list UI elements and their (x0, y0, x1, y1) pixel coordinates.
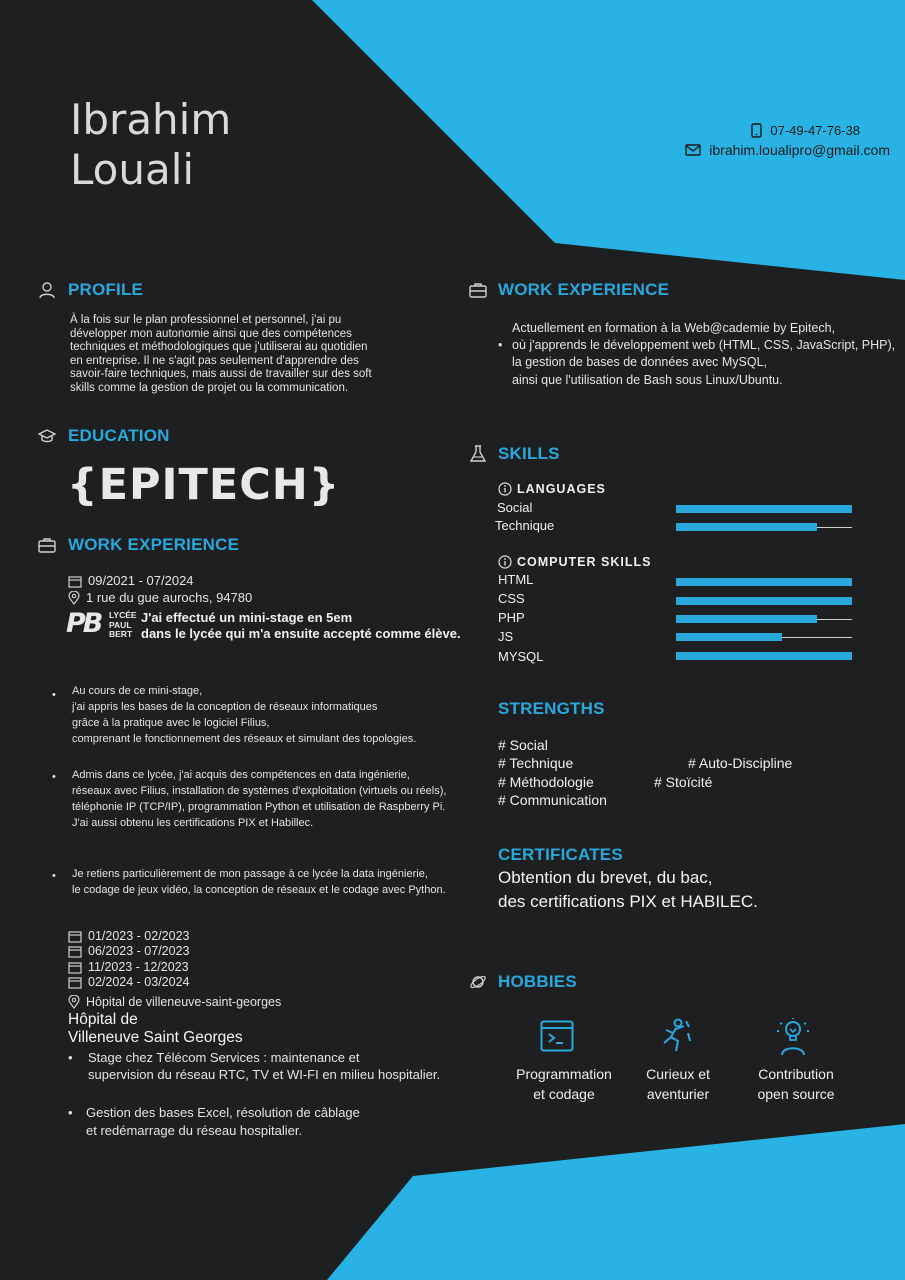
skill-name: Social (497, 500, 533, 515)
skill-bar-fill (676, 633, 782, 641)
location-pin-icon (68, 995, 80, 1009)
hobby-label-open-source: Contribution open source (757, 1066, 835, 1102)
skill-name: JS (498, 629, 514, 644)
hobby-label-curious: Curieux et aventurier (646, 1066, 710, 1102)
job1-dates-row (68, 573, 194, 589)
calendar-icon (68, 977, 82, 989)
profile-line: développer mon autonomie ainsi que des compétences (70, 327, 352, 340)
skill-bar-fill (676, 597, 852, 605)
profile-text (70, 314, 430, 396)
skill-name: PHP (498, 610, 525, 625)
job2-dates: 01/2023 - 02/2023 06/2023 - 07/2023 11/2023 - 12/2023 02/2024 - 03/2024 (68, 929, 189, 991)
first-name: Ibrahim (70, 95, 232, 144)
briefcase-icon (469, 281, 487, 299)
profile-header (38, 280, 143, 300)
education-header (38, 426, 170, 446)
hobbies-header (469, 972, 577, 992)
candidate-name (70, 95, 231, 195)
strength-item: # Communication (498, 792, 607, 808)
flask-icon (469, 445, 487, 463)
languages-title: LANGUAGES (517, 482, 606, 496)
strengths-title: STRENGTHS (498, 699, 605, 718)
profile-title: PROFILE (68, 280, 144, 299)
terminal-icon (540, 1020, 574, 1052)
lightbulb-person-icon (774, 1017, 812, 1057)
skill-bar-fill (676, 505, 852, 513)
profile-line: À la fois sur le plan professionnel et personnel, j'ai pu (70, 314, 342, 326)
job2-address-row (68, 994, 281, 1010)
epitech-logo: {EPITECH} (67, 460, 341, 510)
strength-item: # Technique (498, 755, 574, 771)
profile-line: savoir-faire techniques, mais aussi de travailler sur des soft (70, 368, 372, 381)
skills-title: SKILLS (498, 444, 560, 463)
briefcase-icon (38, 536, 56, 554)
job2-bullet-2: • Gestion des bases Excel, résolution de câblage et redémarrage du réseau hospitalier. (68, 1105, 360, 1138)
job1-address: 1 rue du gue aurochs, 94780 (86, 590, 253, 605)
work-right-title: WORK EXPERIENCE (498, 280, 670, 299)
work-left-title: WORK EXPERIENCE (68, 535, 240, 554)
education-title: EDUCATION (68, 426, 170, 445)
lycee-paul-bert-logo: PB LYCÉE PAUL BERT (66, 608, 137, 639)
calendar-icon (68, 575, 82, 588)
strength-item: # Méthodologie (498, 774, 594, 790)
job1-intro: J'ai effectué un mini-stage en 5em dans le lycée qui m'a ensuite accepté comme élève. (141, 610, 461, 641)
certificates-title: CERTIFICATES (498, 845, 623, 864)
phone-row (751, 123, 860, 138)
last-name: Louali (70, 145, 195, 194)
job1-address-row (68, 590, 252, 606)
location-pin-icon (68, 591, 80, 605)
skill-bar-fill (676, 652, 852, 660)
user-icon (38, 281, 56, 299)
email-row (685, 142, 890, 158)
work-right-text: • Actuellement en formation à la Web@cademie by Epitech, où j'apprends le développement web (HTML, CSS, JavaScript, PHP), la gestion de bases de données avec MySQL, ainsi que l'utilisation de Bash sous Linux/Ubuntu. (498, 321, 896, 387)
strength-item: # Social (498, 737, 548, 753)
email-address[interactable]: ibrahim.loualipro@gmail.com (709, 142, 890, 158)
computer-skills-title: COMPUTER SKILLS (517, 555, 652, 569)
job2-address: Hôpital de villeneuve-saint-georges (86, 995, 282, 1009)
info-icon (498, 555, 512, 569)
certificates-text: Obtention du brevet, du bac, des certifications PIX et HABILEC. (498, 868, 758, 911)
strength-item: # Stoïcité (654, 774, 713, 790)
job1-bullet-2: • Admis dans ce lycée, j'ai acquis des compétences en data ingénierie, réseaux avec Filius, installation de systèmes d'exploitation (virtuels ou réels), téléphonie IP (TCP/IP), programmation Python et utilisation de Raspberry Pi. J'ai aussi obtenu les certifications PIX et Habillec. (52, 769, 447, 829)
skill-name: Technique (495, 518, 555, 533)
skill-bar-fill (676, 578, 852, 586)
calendar-icon (68, 931, 82, 943)
job2-bullet-1: • Stage chez Télécom Services : maintenance et supervision du réseau RTC, TV et WI-FI en milieu hospitalier. (68, 1050, 441, 1082)
skill-bar-fill (676, 523, 817, 531)
hobbies-title: HOBBIES (498, 972, 577, 991)
work-left-header (38, 535, 239, 555)
email-icon (685, 144, 701, 156)
calendar-icon (68, 946, 82, 958)
hobby-label-programming: Programmation et codage (516, 1066, 612, 1102)
computer-skills-header (498, 555, 651, 569)
skill-bar-fill (676, 615, 817, 623)
job1-bullet-1: • Au cours de ce mini-stage, j'ai appris les bases de la conception de réseaux informatiques grâce à la pratique avec le logiciel Filius, comprenant le fonctionnement des réseaux et simulant des topologies. (52, 685, 417, 745)
phone-icon (751, 123, 762, 138)
calendar-icon (68, 962, 82, 974)
info-icon (498, 482, 512, 496)
job2-employer: Hôpital de Villeneuve Saint Georges (68, 1011, 243, 1046)
climber-icon (656, 1017, 694, 1055)
skills-header (469, 444, 560, 464)
job1-dates: 09/2021 - 07/2024 (88, 573, 194, 588)
profile-line: en entreprise. Il ne s'agit pas seulement d'apprendre des (70, 354, 359, 367)
skill-name: HTML (498, 572, 534, 587)
profile-line: skills comme la gestion de projet ou la communication. (70, 381, 349, 394)
skill-name: CSS (498, 591, 525, 606)
graduation-cap-icon (38, 427, 56, 445)
skill-name: MYSQL (498, 649, 544, 664)
work-right-header (469, 280, 669, 300)
strength-item: # Auto-Discipline (688, 755, 793, 771)
languages-header (498, 482, 606, 496)
profile-line: techniques et méthodologiques que j'utiliserai au quotidien (70, 341, 368, 354)
planet-icon (469, 973, 487, 991)
phone-number[interactable]: 07-49-47-76-38 (770, 123, 860, 138)
job1-bullet-3: • Je retiens particulièrement de mon passage à ce lycée la data ingénierie, le codage de jeux vidéo, la conception de réseaux et le codage avec Python. (52, 868, 446, 896)
